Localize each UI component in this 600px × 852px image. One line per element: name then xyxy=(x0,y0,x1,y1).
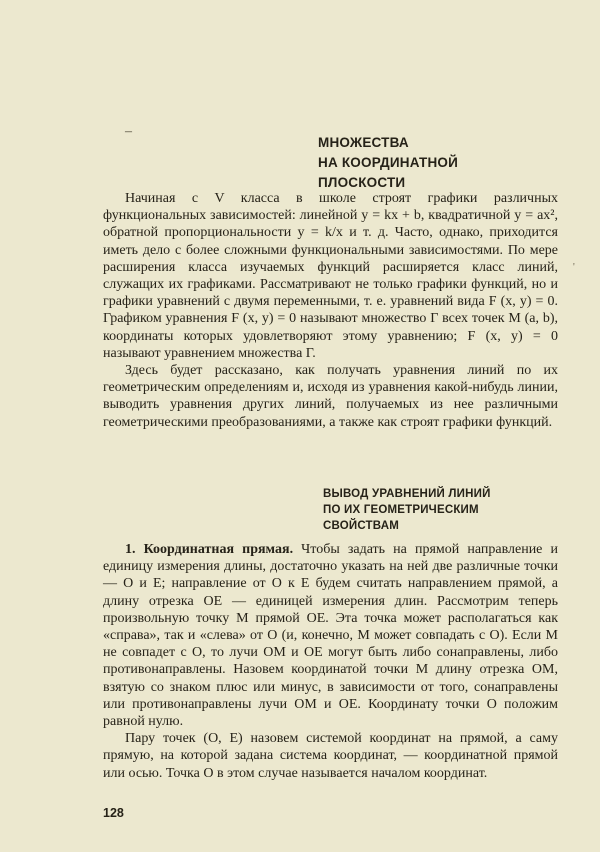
page-number: 128 xyxy=(103,806,124,820)
subsection-heading: 1. Координатная прямая. xyxy=(125,542,294,557)
section-title xyxy=(323,486,563,534)
section-title-line: ВЫВОД УРАВНЕНИЙ ЛИНИЙ xyxy=(323,488,491,500)
chapter-title-line: МНОЖЕСТВА xyxy=(318,135,409,150)
intro-text xyxy=(103,190,558,431)
intro-paragraph: Здесь будет рассказано, как получать уравнения линий по их геометрическим определениям и, исходя из уравнения какой-нибудь линии, выводить уравнения других линий, получаемых из нее различными геометрическими преобразованиями, а также как строят графики функций. xyxy=(103,363,558,430)
decorative-dash: – xyxy=(125,124,132,139)
intro-paragraph: Начиная с V класса в школе строят графики различных функциональных зависимостей: линейной y = kx + b, квадратичной y = ax², обратной пропорциональности y = k/x и т. д. Часто, однако, приходится иметь дело с более сложными функциональными зависимостями. По мере расширения класса изучаемых функций расширяется класс линий, служащих их графиками. Рассматривают не только графики функций, но и графики уравнений с двумя переменными, т. е. уравнений вида F (x, y) = 0. Графиком уравнения F (x, y) = 0 называют множество Г всех точек M (a, b), координаты которых удовлетворяют этому уравнению; F (x, y) = 0 называют уравнением множества Г. xyxy=(103,191,558,361)
section-paragraph xyxy=(103,541,558,730)
section-title-line: ПО ИХ ГЕОМЕТРИЧЕСКИМ xyxy=(323,504,479,516)
section-paragraph-text: Чтобы задать на прямой направление и единицу измерения длины, достаточно указать на ней две различные точки — O и E; направление от O к E будем считать направлением прямой, а длину отрезка OE — единицей измерения длин. Рассмотрим теперь произвольную точку M прямой OE. Эта точка может располагаться как «справа», так и «слева» от O (и, конечно, M может совпадать с O). Если M не совпадет с O, то лучи OM и OE могут быть либо сонаправлены, либо противонаправлены. Назовем координатой точки M длину отрезка OM, взятую со знаком плюс или минус, в зависимости от того, сонаправлены или противонаправлены лучи OM и OE. Координату точки O положим равной нулю. xyxy=(103,542,558,730)
section-paragraph: Пару точек (O, E) назовем системой координат на прямой, а саму прямую, на которой задана система координат, — координатной прямой или осью. Точка O в этом случае называется началом координат. xyxy=(103,731,558,781)
chapter-title-line: ПЛОСКОСТИ xyxy=(318,175,406,190)
stray-mark: ' xyxy=(573,262,575,273)
chapter-title-line: НА КООРДИНАТНОЙ xyxy=(318,155,458,170)
section-title-line: СВОЙСТВАМ xyxy=(323,520,399,532)
section-body xyxy=(103,541,558,782)
chapter-title xyxy=(318,133,568,193)
